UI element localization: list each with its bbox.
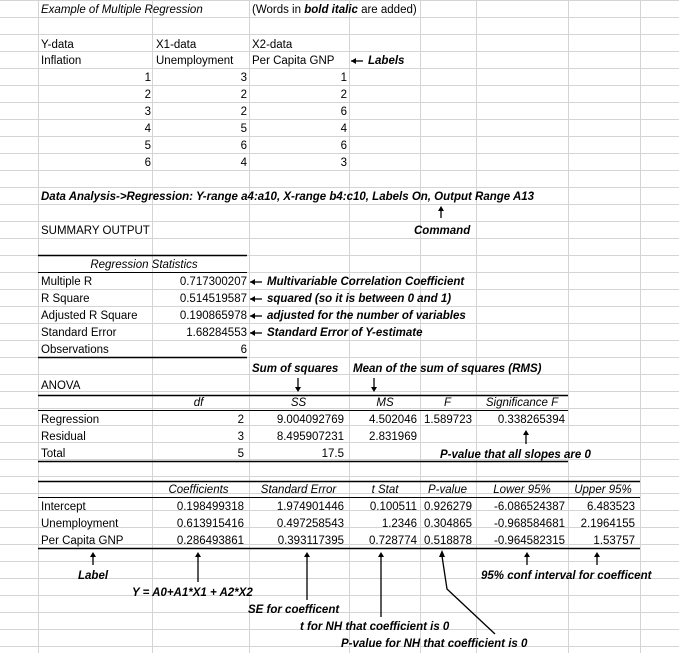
se-arrow-head <box>304 552 310 557</box>
adjusted-r-square-arrow-head <box>250 313 255 319</box>
anova-cell-ss: 9.004092769 <box>276 414 344 426</box>
anova-cell-df: 3 <box>237 431 244 443</box>
coefficient-row-label: Unemployment <box>41 518 119 530</box>
y-data-header: Y-data <box>41 39 74 51</box>
coefficient-cell-coef: 0.613915416 <box>176 518 244 530</box>
regression-stat-note: squared (so it is between 0 and 1) <box>267 293 452 305</box>
anova-cell-ss: 8.495907231 <box>276 431 344 443</box>
data-cell-x1: 5 <box>240 123 247 135</box>
anova-header-df: df <box>193 397 204 409</box>
data-cell-x1: 4 <box>240 157 247 169</box>
data-cell-x2: 2 <box>340 89 347 101</box>
regression-stat-label: Standard Error <box>41 327 117 339</box>
coefficient-cell-lo: -6.086524387 <box>494 501 565 513</box>
lower-ci-arrow-head <box>524 552 530 557</box>
data-cell-y: 1 <box>144 72 151 84</box>
coefficient-cell-se: 0.393117395 <box>277 535 344 547</box>
label-arrow-head <box>90 552 96 557</box>
p-value-arrow-head <box>439 550 445 557</box>
coefficient-cell-t: 0.100511 <box>369 501 417 513</box>
coefficient-cell-lo: -0.968584681 <box>494 518 565 530</box>
coefficient-cell-p: 0.518878 <box>424 535 472 547</box>
data-cell-x1: 6 <box>240 140 247 152</box>
data-cell-x2: 4 <box>340 123 347 135</box>
se-coefficient-note: SE for coefficent <box>248 604 340 616</box>
command-arrow-head <box>438 206 444 211</box>
regression-stat-label: Observations <box>41 344 109 356</box>
data-cell-x1: 2 <box>240 89 247 101</box>
standard-error-arrow-head <box>250 330 255 336</box>
anova-header-f: F <box>443 397 452 409</box>
anova-row-label: Regression <box>41 414 100 426</box>
pvalue-arrow-head <box>523 430 529 435</box>
regression-stat-note: adjusted for the number of variables <box>267 310 466 322</box>
regression-stat-label: Adjusted R Square <box>41 310 138 322</box>
regression-stat-label: Multiple R <box>41 276 93 288</box>
coefficient-header-hi: Upper 95% <box>574 484 632 496</box>
coefficient-header-t: t Stat <box>371 484 399 496</box>
data-cell-y: 5 <box>144 140 151 152</box>
mean-sum-of-squares-note: Mean of the sum of squares (RMS) <box>353 363 542 375</box>
anova-title: ANOVA <box>41 380 81 392</box>
data-cell-x2: 3 <box>340 157 347 169</box>
data-cell-x2: 6 <box>340 140 347 152</box>
header-note-suffix: are added) <box>357 4 417 16</box>
p-value-arrow <box>442 556 495 634</box>
coefficient-cell-hi: 2.1964155 <box>580 518 635 530</box>
pvalue-slopes-note: P-value that all slopes are 0 <box>440 449 591 461</box>
data-cell-y: 6 <box>144 157 151 169</box>
equation-arrow-head <box>195 552 201 557</box>
ss-arrow-head <box>295 387 301 392</box>
data-cell-y: 4 <box>144 123 151 135</box>
anova-cell-f: 1.589723 <box>424 414 472 426</box>
coefficient-cell-se: 1.974901446 <box>276 501 344 513</box>
label-note: Label <box>78 570 109 582</box>
coefficient-cell-p: 0.926279 <box>424 501 472 513</box>
regression-stat-note: Standard Error of Y-estimate <box>267 327 423 339</box>
equation-note: Y = A0+A1*X1 + A2*X2 <box>132 587 253 599</box>
t-stat-arrow-head <box>378 552 384 557</box>
labels-note: Labels <box>368 55 405 67</box>
multiple-r-arrow-head <box>250 279 255 285</box>
anova-cell-sig: 0.338265394 <box>497 414 565 426</box>
data-cell-x2: 6 <box>340 106 347 118</box>
regression-stat-value: 1.68284553 <box>186 327 247 339</box>
regression-stat-value: 6 <box>240 344 247 356</box>
p-value-null-hypothesis-note: P-value for NH that coefficient is 0 <box>341 638 528 650</box>
r-square-arrow-head <box>250 296 255 302</box>
coefficient-cell-t: 0.728774 <box>369 535 417 547</box>
anova-row-label: Residual <box>41 431 86 443</box>
x1-data-label: Unemployment <box>156 55 234 67</box>
anova-cell-ms: 4.502046 <box>369 414 417 426</box>
coefficient-cell-lo: -0.964582315 <box>494 535 565 547</box>
coefficient-cell-p: 0.304865 <box>424 518 472 530</box>
anova-cell-df: 2 <box>237 414 244 426</box>
labels-arrow-head <box>351 58 356 64</box>
data-cell-x1: 2 <box>240 106 247 118</box>
sheet-title: Example of Multiple Regression <box>41 4 203 16</box>
regression-statistics-title: Regression Statistics <box>90 259 198 271</box>
data-cell-y: 2 <box>144 89 151 101</box>
regression-stat-label: R Square <box>41 293 90 305</box>
coefficient-cell-hi: 1.53757 <box>593 535 635 547</box>
anova-cell-ms: 2.831969 <box>369 431 417 443</box>
y-data-label: Inflation <box>41 55 82 67</box>
coefficient-cell-hi: 6.483523 <box>587 501 635 513</box>
coefficient-header-p: P-value <box>428 484 467 496</box>
regression-stat-value: 0.717300207 <box>179 276 247 288</box>
anova-cell-ss: 17.5 <box>321 448 344 460</box>
coefficient-row-label: Intercept <box>41 501 86 513</box>
coefficient-header-se: Standard Error <box>260 484 337 496</box>
anova-header-ss: SS <box>290 397 307 409</box>
regression-stat-value: 0.190865978 <box>179 310 247 322</box>
summary-output-title: SUMMARY OUTPUT <box>41 225 150 237</box>
data-cell-x1: 3 <box>240 72 247 84</box>
confidence-interval-note: 95% conf interval for coefficent <box>481 570 652 582</box>
regression-stat-note: Multivariable Correlation Coefficient <box>267 276 465 288</box>
coefficient-cell-coef: 0.198499318 <box>176 501 244 513</box>
anova-header-sig: Significance F <box>485 397 559 409</box>
x1-data-header: X1-data <box>156 39 197 51</box>
data-cell-x2: 1 <box>340 72 347 84</box>
header-note-bold: bold italic <box>304 4 358 16</box>
coefficient-cell-t: 1.2346 <box>381 518 417 530</box>
coefficient-cell-se: 0.497258543 <box>276 518 344 530</box>
anova-row-label: Total <box>41 448 66 460</box>
header-note-prefix: (Words in <box>252 4 305 16</box>
upper-ci-arrow-head <box>594 552 600 557</box>
x2-data-header: X2-data <box>252 39 293 51</box>
t-stat-null-hypothesis-note: t for NH that coefficient is 0 <box>300 621 450 633</box>
command-note: Command <box>414 225 471 237</box>
regression-stat-value: 0.514519587 <box>179 293 247 305</box>
ms-arrow-head <box>371 387 377 392</box>
coefficient-row-label: Per Capita GNP <box>41 535 124 547</box>
sum-of-squares-note: Sum of squares <box>252 363 339 375</box>
coefficient-header-lo: Lower 95% <box>493 484 551 496</box>
coefficient-header-coef: Coefficients <box>168 484 229 496</box>
analysis-command: Data Analysis->Regression: Y-range a4:a10, X-range b4:c10, Labels On, Output Range A13 <box>41 191 535 203</box>
x2-data-label: Per Capita GNP <box>252 55 335 67</box>
data-cell-y: 3 <box>144 106 151 118</box>
anova-cell-df: 5 <box>237 448 244 460</box>
coefficient-cell-coef: 0.286493861 <box>176 535 244 547</box>
anova-header-ms: MS <box>376 397 394 409</box>
